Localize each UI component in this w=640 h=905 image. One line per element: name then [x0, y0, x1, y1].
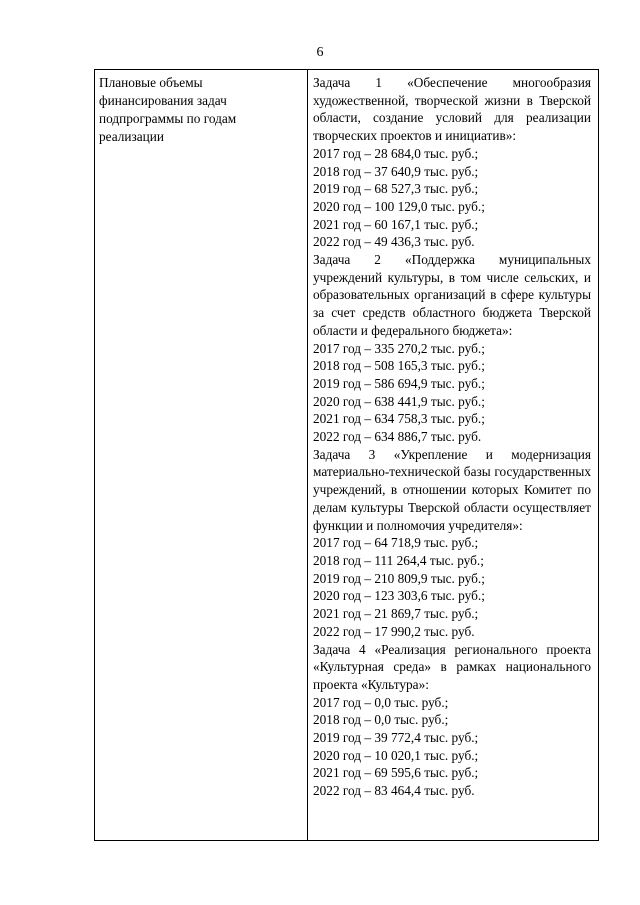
- task-4-year-2018: 2018 год – 0,0 тыс. руб.;: [313, 712, 449, 728]
- financing-values-cell: [313, 74, 591, 800]
- task-2-year-2020: 2020 год – 638 441,9 тыс. руб.;: [313, 393, 485, 409]
- task-1: [313, 74, 591, 251]
- task-2-year-2018: 2018 год – 508 165,3 тыс. руб.;: [313, 358, 485, 374]
- task-4-year-2019: 2019 год – 39 772,4 тыс. руб.;: [313, 730, 479, 746]
- page-number: 6: [316, 45, 324, 60]
- task-3-year-2021: 2021 год – 21 869,7 тыс. руб.;: [313, 606, 479, 622]
- task-2-year-2017: 2017 год – 335 270,2 тыс. руб.;: [313, 340, 485, 356]
- task-2-year-2022: 2022 год – 634 886,7 тыс. руб.: [313, 429, 482, 445]
- task-4-year-2020: 2020 год – 10 020,1 тыс. руб.;: [313, 747, 479, 763]
- task-4: [313, 641, 591, 800]
- task-1-year-2020: 2020 год – 100 129,0 тыс. руб.;: [313, 198, 485, 214]
- task-1-year-2022: 2022 год – 49 436,3 тыс. руб.: [313, 234, 475, 250]
- task-2-year-2021: 2021 год – 634 758,3 тыс. руб.;: [313, 411, 485, 427]
- task-3-year-2019: 2019 год – 210 809,9 тыс. руб.;: [313, 570, 485, 586]
- task-3-year-2018: 2018 год – 111 264,4 тыс. руб.;: [313, 552, 484, 568]
- task-2-year-2019: 2019 год – 586 694,9 тыс. руб.;: [313, 375, 485, 391]
- task-1-title: Задача 1 «Обеспечение многообразия художественной, творческой жизни в Тверской области, создание условий для реализации творческих проектов и инициатив»:: [313, 75, 591, 144]
- task-4-title: Задача 4 «Реализация регионального проекта «Культурная среда» в рамках национального проекта «Культура»:: [313, 641, 591, 692]
- task-1-year-2017: 2017 год – 28 684,0 тыс. руб.;: [313, 145, 479, 161]
- task-1-year-2021: 2021 год – 60 167,1 тыс. руб.;: [313, 216, 479, 232]
- task-4-year-2022: 2022 год – 83 464,4 тыс. руб.: [313, 783, 475, 799]
- task-3: [313, 446, 591, 641]
- task-4-year-2017: 2017 год – 0,0 тыс. руб.;: [313, 694, 449, 710]
- task-3-year-2017: 2017 год – 64 718,9 тыс. руб.;: [313, 535, 479, 551]
- task-2-title: Задача 2 «Поддержка муниципальных учреждений культуры, в том числе сельских, и образовательных организаций в сфере культуры за счет средств областного бюджета Тверской области и федерального бюджета»:: [313, 252, 591, 338]
- task-2: [313, 251, 591, 446]
- task-3-year-2022: 2022 год – 17 990,2 тыс. руб.: [313, 623, 475, 639]
- task-1-year-2019: 2019 год – 68 527,3 тыс. руб.;: [313, 181, 479, 197]
- financing-table: [94, 69, 599, 841]
- task-3-title: Задача 3 «Укрепление и модернизация материально-технической базы государственных учреждений, в отношении которых Комитет по делам культуры Тверской области осуществляет функции и полномочия учредителя»:: [313, 446, 591, 533]
- task-4-year-2021: 2021 год – 69 595,6 тыс. руб.;: [313, 765, 479, 781]
- task-3-year-2020: 2020 год – 123 303,6 тыс. руб.;: [313, 588, 485, 604]
- financing-label-cell: Плановые объемы финансирования задач подпрограммы по годам реализации: [99, 75, 237, 144]
- column-divider: [307, 70, 308, 840]
- task-1-year-2018: 2018 год – 37 640,9 тыс. руб.;: [313, 163, 479, 179]
